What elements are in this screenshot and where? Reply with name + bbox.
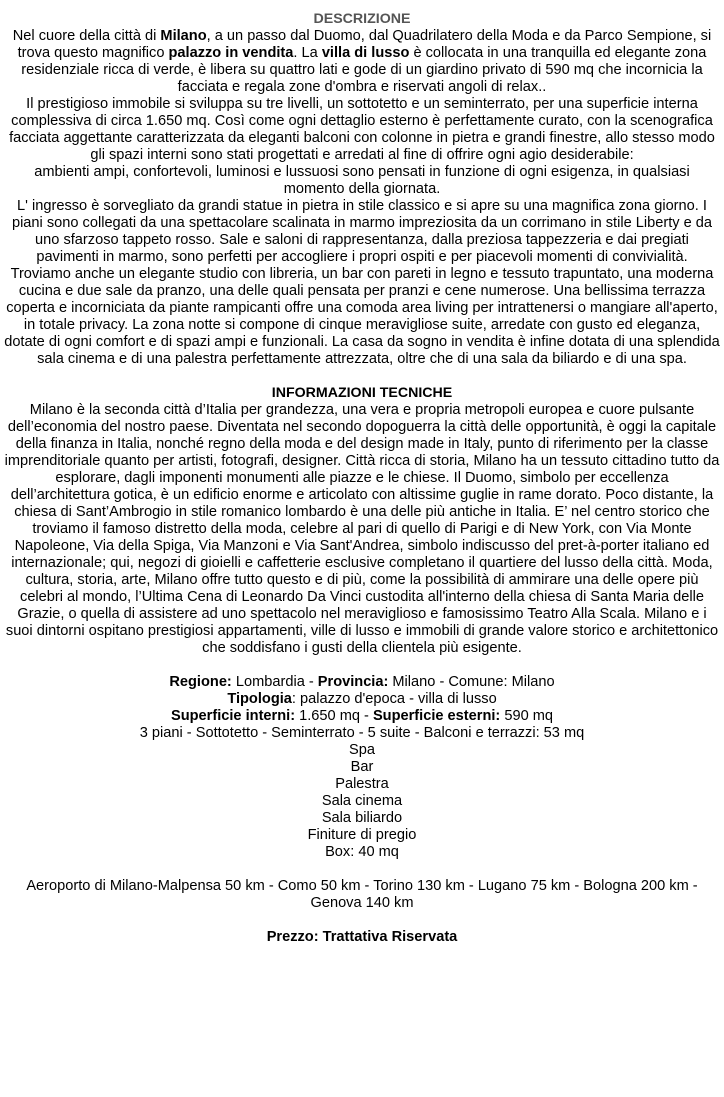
provincia-value: Milano - Comune: Milano [388, 674, 555, 690]
feature-item: Finiture di pregio [307, 827, 417, 843]
bold-villa-di-lusso: villa di lusso [321, 45, 410, 61]
feature-item: Box: 40 mq [325, 844, 399, 860]
superficie-interni-value: 1.650 mq - [295, 708, 373, 724]
features-list [4, 742, 720, 861]
descrizione-paragraph-2: Il prestigioso immobile si sviluppa su tre livelli, un sottotetto e un seminterrato, per una superficie interna complessiva di circa 1.650 mq. Così come ogni dettaglio esterno è perfettamente curato, con la scenografica facciata aggettante caratterizzata da eleganti balconi con colonne in pietra e grandi finestre, allo stesso modo gli spazi interni sono stati progettati e arredati al fine di offrire ogni agio desiderabile: [9, 96, 715, 163]
tipologia-value: : palazzo d'epoca - villa di lusso [291, 691, 497, 707]
prezzo-text: Prezzo: Trattativa Riservata [266, 929, 458, 945]
spacer [4, 861, 720, 878]
tipologia-label: Tipologia [227, 691, 292, 707]
text-segment: , a un passo dal Duomo, dal Quadrilatero della Moda e da Parco Sempione, si trova questo magnifico [17, 28, 712, 61]
descrizione-paragraph-1 [4, 28, 720, 96]
superficie-interni-label: Superficie interni: [170, 708, 296, 724]
informazioni-heading: INFORMAZIONI TECNICHE [271, 385, 453, 401]
superficie-esterni-label: Superficie esterni: [372, 708, 501, 724]
superficie-esterni-value: 590 mq [500, 708, 554, 724]
listing-page [4, 0, 720, 946]
spacer [4, 912, 720, 929]
spacer [4, 368, 720, 385]
piani-line: 3 piani - Sottotetto - Seminterrato - 5 suite - Balconi e terrazzi: 53 mq [139, 725, 585, 741]
feature-item: Palestra [335, 776, 389, 792]
feature-item: Sala cinema [321, 793, 403, 809]
feature-item: Spa [349, 742, 375, 758]
text-segment: Nel cuore della città di [12, 28, 161, 44]
provincia-label: Provincia: [317, 674, 389, 690]
descrizione-paragraph-5: Troviamo anche un elegante studio con libreria, un bar con pareti in legno e tessuto trapuntato, una moderna cucina e due sale da pranzo, una delle quali pensata per pranzi e cene numerose. Una bellissima terrazza coperta e incorniciata da piante rampicanti offre una comoda area living per intrattenersi o mangiare all'aperto, in totale privacy. La zona notte si compone di cinque meravigliose suite, arredate con gusto ed eleganza, dotate di ogni comfort e di spazi ampi e funzionali. La casa da sogno in vendita è infine dotata di una splendida sala cinema e di una palestra perfettamente attrezzata, oltre che di una sala da biliardo e di una spa. [4, 266, 720, 367]
spacer [4, 657, 720, 674]
descrizione-paragraph-3: ambienti ampi, confortevoli, luminosi e lussuosi sono pensati in funzione di ogni esigenza, in qualsiasi momento della giornata. [34, 164, 690, 197]
prezzo-line [4, 929, 720, 946]
text-segment: . La [293, 45, 322, 61]
text-segment: è collocata in una tranquilla ed elegante zona residenziale ricca di verde, è libera su quattro lati e gode di un giardino privato di 590 mq che incornicia la facciata e regala zone d'ombra e riservati angoli di relax.. [21, 45, 707, 95]
feature-item: Sala biliardo [321, 810, 403, 826]
distanze-line: Aeroporto di Milano-Malpensa 50 km - Como 50 km - Torino 130 km - Lugano 75 km - Bologna 200 km - Genova 140 km [26, 878, 698, 911]
informazioni-body: Milano è la seconda città d’Italia per grandezza, una vera e propria metropoli europea e cuore pulsante dell’economia del nostro paese. Diventata nel secondo dopoguerra la città delle opportunità, è oggi la capitale della finanza in Italia, nonché regno della moda e del design made in Italy, punto di riferimento per la classe imprenditoriale quanto per artisti, fotografi, designer. Città ricca di storia, Milano ha un tessuto cittadino tutto da esplorare, dagli imponenti monumenti alle piazze e le chiese. Il Duomo, simbolo per eccellenza dell’architettura gotica, è un edificio enorme e articolato con altissime guglie in rame dorato. Poco distante, la chiesa di Sant’Ambrogio in stile romanico lombardo è una delle più antiche in Italia. E’ nel centro storico che troviamo il famoso distretto della moda, celebre al pari di quello di Parigi e di New York, con Via Monte Napoleone, Via della Spiga, Via Manzoni e Via Sant'Andrea, simbolo indiscusso del pret-à-porter italiano ed internazionale; qui, negozi di gioielli e caffetterie esclusive completano il quartiere del lusso della città. Moda, cultura, storia, arte, Milano offre tutto questo e di più, come la possibilità di ammirare una delle opere più celebri al mondo, l’Ultima Cena di Leonardo Da Vinci custodita all'interno della chiesa di Santa Maria delle Grazie, o quella di assistere ad uno spettacolo nel meraviglioso e famosissimo Teatro Alla Scala. Milano e i suoi dintorni ospitano prestigiosi appartamenti, ville di lusso e immobili di grande valore storico e architettonico che soddisfano i gusti della clientela più esigente. [4, 402, 720, 656]
regione-value: Lombardia - [231, 674, 318, 690]
regione-label: Regione: [169, 674, 232, 690]
descrizione-heading: DESCRIZIONE [313, 11, 411, 27]
descrizione-paragraph-4: L' ingresso è sorvegliato da grandi statue in pietra in stile classico e si apre su una magnifica zona giorno. I piani sono collegati da una spettacolare scalinata in marmo impreziosita da un corrimano in stile Liberty e da uno sfarzoso tappeto rosso. Sale e saloni di rappresentanza, dalla preziosa tappezzeria e dai pregiati pavimenti in marmo, sono perfetti per accogliere i propri ospiti e per piacevoli momenti di convivialità. [11, 198, 713, 265]
bold-milano: Milano [160, 28, 207, 44]
bold-palazzo-in-vendita: palazzo in vendita [168, 45, 294, 61]
superficie-line [4, 708, 720, 725]
feature-item: Bar [350, 759, 374, 775]
tipologia-line [4, 691, 720, 708]
regione-line [4, 674, 720, 691]
